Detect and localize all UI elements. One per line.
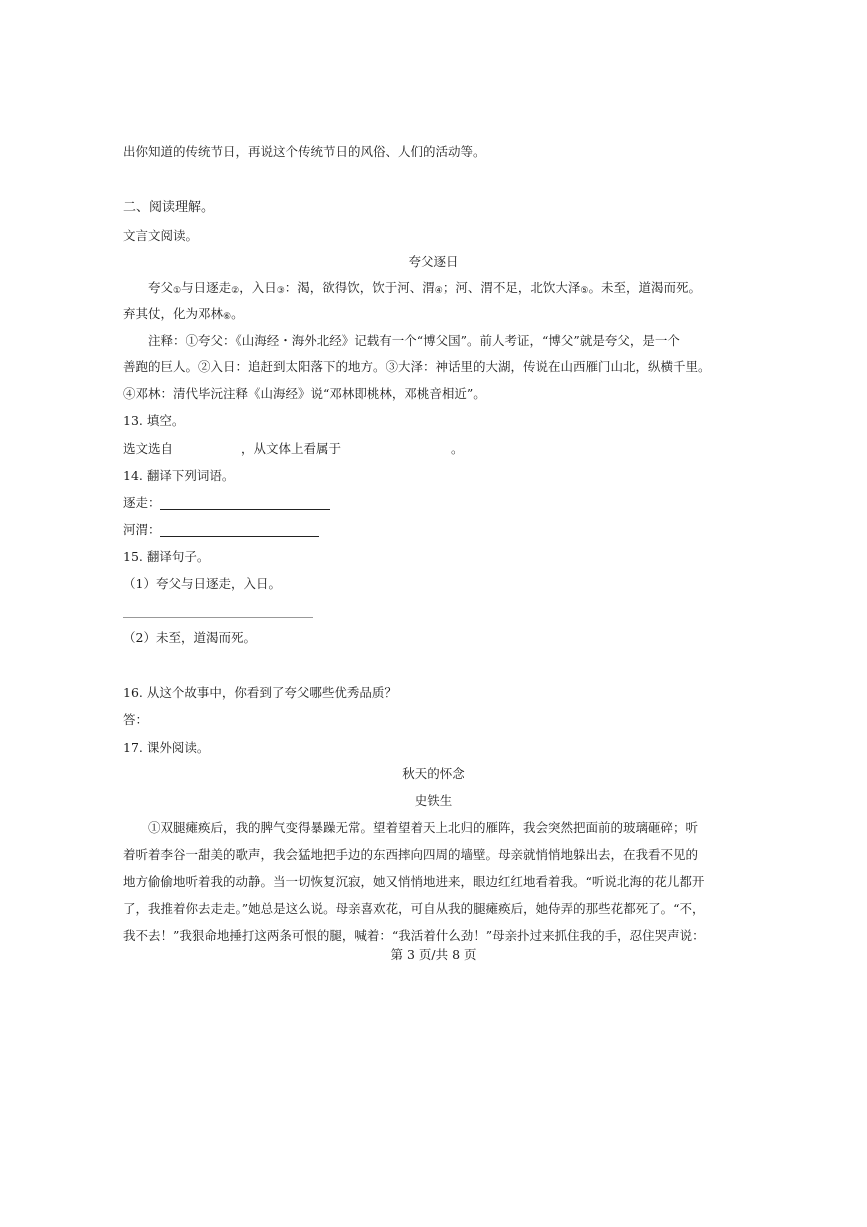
- classical-text-line-1: 夸父①与日逐走②，入日③：渴，欲得饮，饮于河、渭④；河、渭不足，北饮大泽⑤。未至，道渴而死。: [148, 280, 701, 296]
- notes-line-3: ④邓林：清代毕沅注释《山海经》说“邓林即桃林，邓桃音相近”。: [123, 386, 486, 401]
- top-line: 出你知道的传统节日，再说这个传统节日的风俗、人们的活动等。: [123, 144, 486, 159]
- notes-line-1: 注释：①夸父：《山海经・海外北经》记载有一个“博父国”。前人考证，“博父”就是夸父，是一个: [148, 333, 680, 348]
- question-13-label: 13. 填空。: [123, 413, 185, 428]
- essay-line-1: ①双腿瘫痪后，我的脾气变得暴躁无常。望着望着天上北归的雁阵，我会突然把面前的玻璃砸碎；听: [148, 820, 699, 835]
- classical-intro: 文言文阅读。: [123, 228, 199, 243]
- question-17-label: 17. 课外阅读。: [123, 740, 210, 755]
- essay-line-2: 着听着李谷一甜美的歌声，我会猛地把手边的东西摔向四周的墙壁。母亲就悄悄地躲出去，在我看不见的: [123, 847, 699, 862]
- q14-item-1-label: 逐走：: [123, 495, 161, 510]
- q14-answer-line-2[interactable]: [160, 536, 319, 537]
- q15-item-2: （2）未至，道渴而死。: [123, 630, 256, 645]
- classical-text-line-2: 弃其仗，化为邓林⑥。: [123, 306, 244, 322]
- question-15-label: 15. 翻译句子。: [123, 549, 210, 564]
- question-13-text: 选文选自 ，从文体上看属于 。: [123, 441, 464, 456]
- question-14-label: 14. 翻译下列词语。: [123, 468, 235, 483]
- q15-answer-line-1[interactable]: [123, 617, 313, 618]
- essay-line-5: 我不去！”我狠命地捶打这两条可恨的腿，喊着：“我活着什么劲！”母亲扑过来抓住我的手，忍住哭声说：: [123, 928, 705, 943]
- notes-line-2: 善跑的巨人。②入日：追赶到太阳落下的地方。③大泽：神话里的大湖，传说在山西雁门山北，纵横千里。: [123, 359, 711, 374]
- page-footer: 第 3 页/共 8 页: [390, 947, 477, 962]
- section-heading: 二、阅读理解。: [123, 200, 215, 215]
- question-16-label: 16. 从这个故事中，你看到了夸父哪些优秀品质？: [123, 685, 397, 700]
- classical-title: 夸父逐日: [408, 254, 459, 269]
- q15-item-1: （1）夸父与日逐走，入日。: [123, 576, 281, 591]
- essay-title: 秋天的怀念: [402, 766, 465, 781]
- q14-answer-line-1[interactable]: [160, 509, 330, 510]
- q16-answer-label: 答：: [123, 712, 149, 727]
- essay-author: 史铁生: [414, 793, 453, 808]
- q14-item-2-label: 河渭：: [123, 522, 161, 537]
- essay-line-3: 地方偷偷地听着我的动静。当一切恢复沉寂，她又悄悄地进来，眼边红红地看着我。“听说北海的花儿都开: [123, 874, 705, 889]
- essay-line-4: 了，我推着你去走走。”她总是这么说。母亲喜欢花，可自从我的腿瘫痪后，她侍弄的那些花都死了。“不，: [123, 901, 705, 916]
